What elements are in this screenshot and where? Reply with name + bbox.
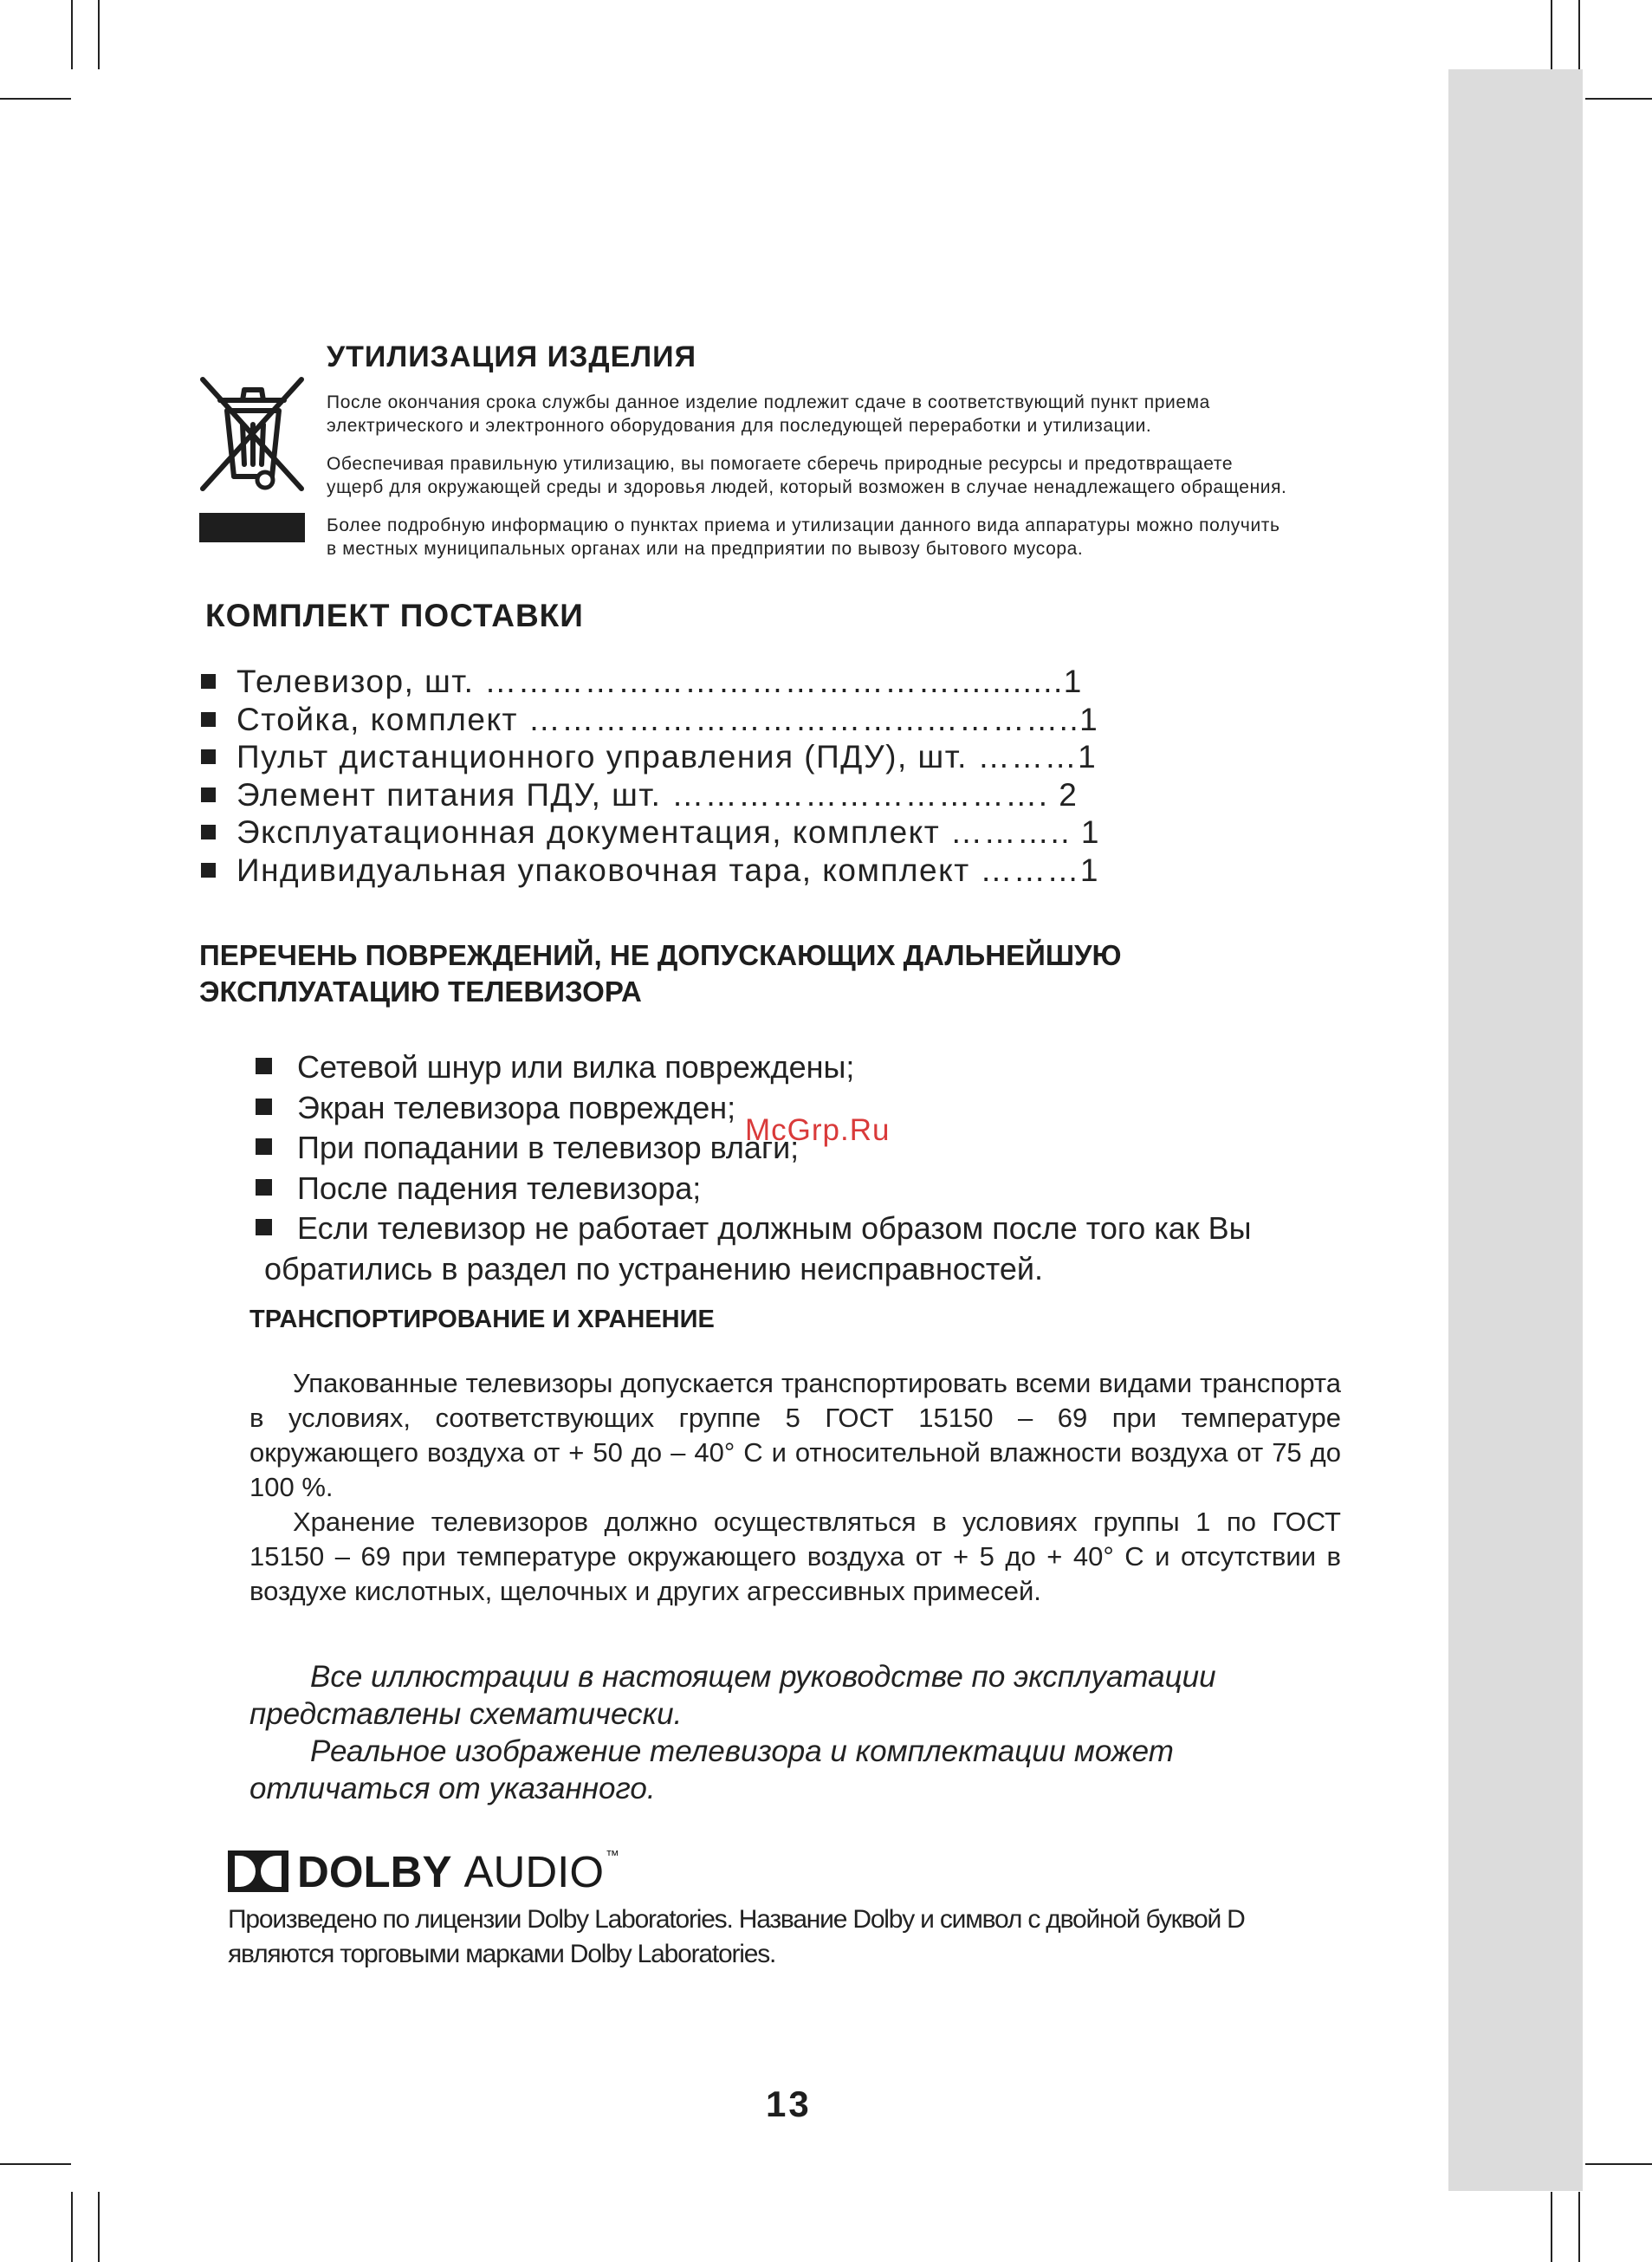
- disposal-title: УТИЛИЗАЦИЯ ИЗДЕЛИЯ: [327, 340, 697, 373]
- dolby-audio-logo: [228, 1846, 620, 1896]
- disposal-paragraph-line: ущерб для окружающей среды и здоровья людей, который возможен в случае ненадлежащего обращения.: [327, 477, 1287, 497]
- page-edge-band: [1448, 69, 1583, 2191]
- bullet-square-icon: [256, 1219, 272, 1235]
- crop-mark: [98, 2192, 100, 2262]
- list-item: Стойка, комплект ……………………………...…………..1: [201, 701, 1100, 739]
- wheelie-bin-icon: [196, 374, 308, 546]
- list-item: Экран телевизора поврежден;: [256, 1088, 1251, 1129]
- list-item: Индивидуальная упаковочная тара, комплект ………1: [201, 852, 1100, 890]
- bullet-square-icon: [201, 863, 216, 878]
- bullet-square-icon: [201, 787, 216, 802]
- list-item: Телевизор, шт. ……………………………………...........1: [201, 663, 1100, 701]
- dolby-wordmark: DOLBY: [297, 1846, 452, 1896]
- list-item: Эксплуатационная документация, комплект ……….. 1: [201, 813, 1100, 852]
- bullet-square-icon: [201, 825, 216, 839]
- transport-title: ТРАНСПОРТИРОВАНИЕ И ХРАНЕНИЕ: [249, 1306, 715, 1333]
- disposal-paragraph-line: в местных муниципальных органах или на предприятии по вывозу бытового мусора.: [327, 539, 1084, 559]
- bullet-square-icon: [201, 674, 216, 689]
- list-item: Пульт дистанционного управления (ПДУ), шт. ………1: [201, 738, 1100, 776]
- transport-paragraph: Упакованные телевизоры допускается транспортировать всеми видами транспорта в условиях, соответствующих группе 5 ГОСТ 15150 – 69 при температуре окружающего воздуха от + 50 до – 40° С и относительной влажности воздуха от 75 до 100 %.: [249, 1368, 1341, 1502]
- bullet-square-icon: [256, 1099, 272, 1115]
- watermark[interactable]: McGrp.Ru: [745, 1113, 891, 1147]
- trademark-symbol: ™: [606, 1849, 620, 1863]
- dolby-license-text: Произведено по лицензии Dolby Laboratories. Название Dolby и символ с двойной буквой D являются торговыми марками Dolby Laboratories.: [228, 1905, 1245, 1968]
- crop-mark: [71, 0, 73, 69]
- list-item-continuation: обратились в раздел по устранению неисправностей.: [264, 1250, 1044, 1287]
- transport-text: [249, 1366, 1341, 1609]
- disposal-text: [327, 391, 1418, 561]
- bullet-square-icon: [256, 1138, 272, 1155]
- dolby-double-d-icon: [228, 1850, 288, 1892]
- list-item: Если телевизор не работает должным образом после того как Вы: [256, 1209, 1251, 1249]
- list-item: После падения телевизора;: [256, 1169, 1251, 1209]
- disposal-paragraph-line: Более подробную информацию о пунктах приема и утилизации данного вида аппаратуры можно получить: [327, 515, 1280, 535]
- damage-title: ПЕРЕЧЕНЬ ПОВРЕЖДЕНИЙ, НЕ ДОПУСКАЮЩИХ ДАЛЬНЕЙШУЮ ЭКСПЛУАТАЦИЮ ТЕЛЕВИЗОРА: [199, 939, 1122, 1008]
- disposal-paragraph-line: После окончания срока службы данное изделие подлежит сдаче в соответствующий пункт приема: [327, 392, 1210, 412]
- crop-mark: [98, 0, 100, 69]
- bullet-square-icon: [201, 749, 216, 764]
- list-item: При попадании в телевизор влаги;: [256, 1128, 1251, 1169]
- disposal-paragraph-line: Обеспечивая правильную утилизацию, вы помогаете сберечь природные ресурсы и предотвращаете: [327, 454, 1234, 474]
- crop-mark: [1551, 0, 1552, 69]
- crop-mark: [1585, 98, 1652, 100]
- crop-mark: [0, 2163, 71, 2165]
- bullet-square-icon: [201, 712, 216, 727]
- illustration-note: Все иллюстрации в настоящем руководстве по эксплуатации представлены схематически. Реальное изображение телевизора и комплектации может отличаться от указанного.: [249, 1660, 1216, 1805]
- page-number: 13: [766, 2084, 812, 2124]
- list-item: Элемент питания ПДУ, шт. ……………………………. 2: [201, 776, 1100, 814]
- crop-mark: [1578, 0, 1580, 69]
- bullet-square-icon: [256, 1179, 272, 1196]
- storage-paragraph: Хранение телевизоров должно осуществляться в условиях группы 1 по ГОСТ 15150 – 69 при температуре окружающего воздуха от + 5 до + 40° С и отсутствии в воздухе кислотных, щелочных и других агрессивных примесей.: [249, 1507, 1341, 1606]
- list-item: Сетевой шнур или вилка повреждены;: [256, 1047, 1251, 1088]
- crop-mark: [71, 2192, 73, 2262]
- kit-title: КОМПЛЕКТ ПОСТАВКИ: [205, 598, 584, 633]
- damage-list: [256, 1047, 1251, 1289]
- crop-mark: [1585, 2163, 1652, 2165]
- crop-mark: [1578, 2192, 1580, 2262]
- disposal-paragraph-line: электрического и электронного оборудования для последующей переработки и утилизации.: [327, 416, 1152, 436]
- bullet-square-icon: [256, 1058, 272, 1074]
- dolby-audio-word: AUDIO: [463, 1846, 605, 1896]
- crop-mark: [1551, 2192, 1552, 2262]
- crop-mark: [0, 98, 71, 100]
- kit-list: [201, 663, 1100, 889]
